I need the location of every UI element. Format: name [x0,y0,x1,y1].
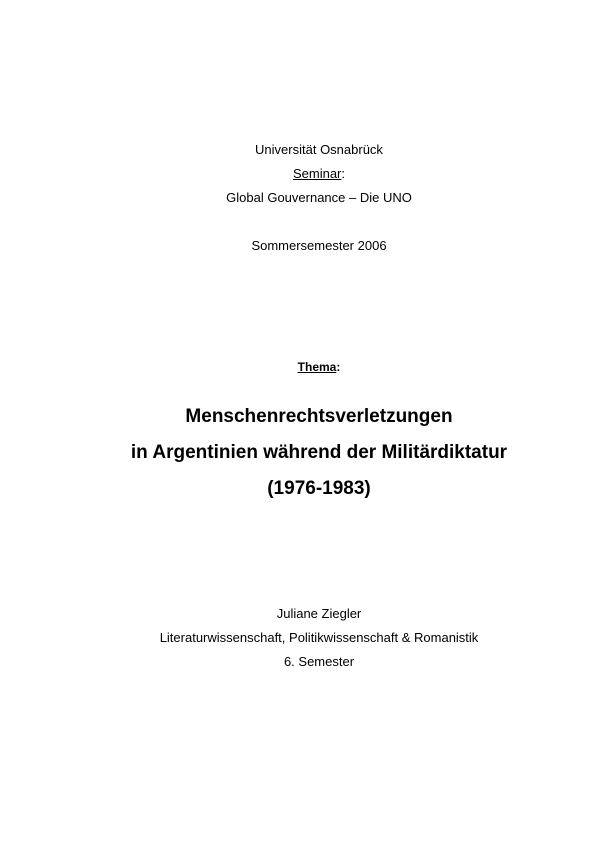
topic-colon: : [336,360,341,374]
seminar-heading [0,166,595,182]
author-name-text: Juliane Ziegler [276,606,362,621]
author-subjects-text: Literaturwissenschaft, Politikwissenschaft & Romanistik [159,630,479,645]
seminar-title-text: Global Gouvernance – Die UNO [226,190,412,205]
seminar-label: Seminar [292,166,342,181]
semester-term [0,238,595,254]
topic-label: Thema [297,360,337,374]
title-line-2: in Argentinien während der Militärdiktatur [130,442,508,463]
university-text: Universität Osnabrück [255,142,383,157]
author-subjects [0,630,595,646]
topic-heading [0,359,595,375]
semester-term-text: Sommersemester 2006 [251,238,387,253]
seminar-title [0,190,595,206]
author-name [0,606,595,622]
university-name [0,142,595,158]
title-line-3: (1976-1983) [267,478,371,499]
title-line-1: Menschenrechtsverletzungen [185,406,453,427]
author-semester [0,654,595,670]
author-semester-text: 6. Semester [283,654,355,669]
seminar-colon: : [341,166,346,181]
